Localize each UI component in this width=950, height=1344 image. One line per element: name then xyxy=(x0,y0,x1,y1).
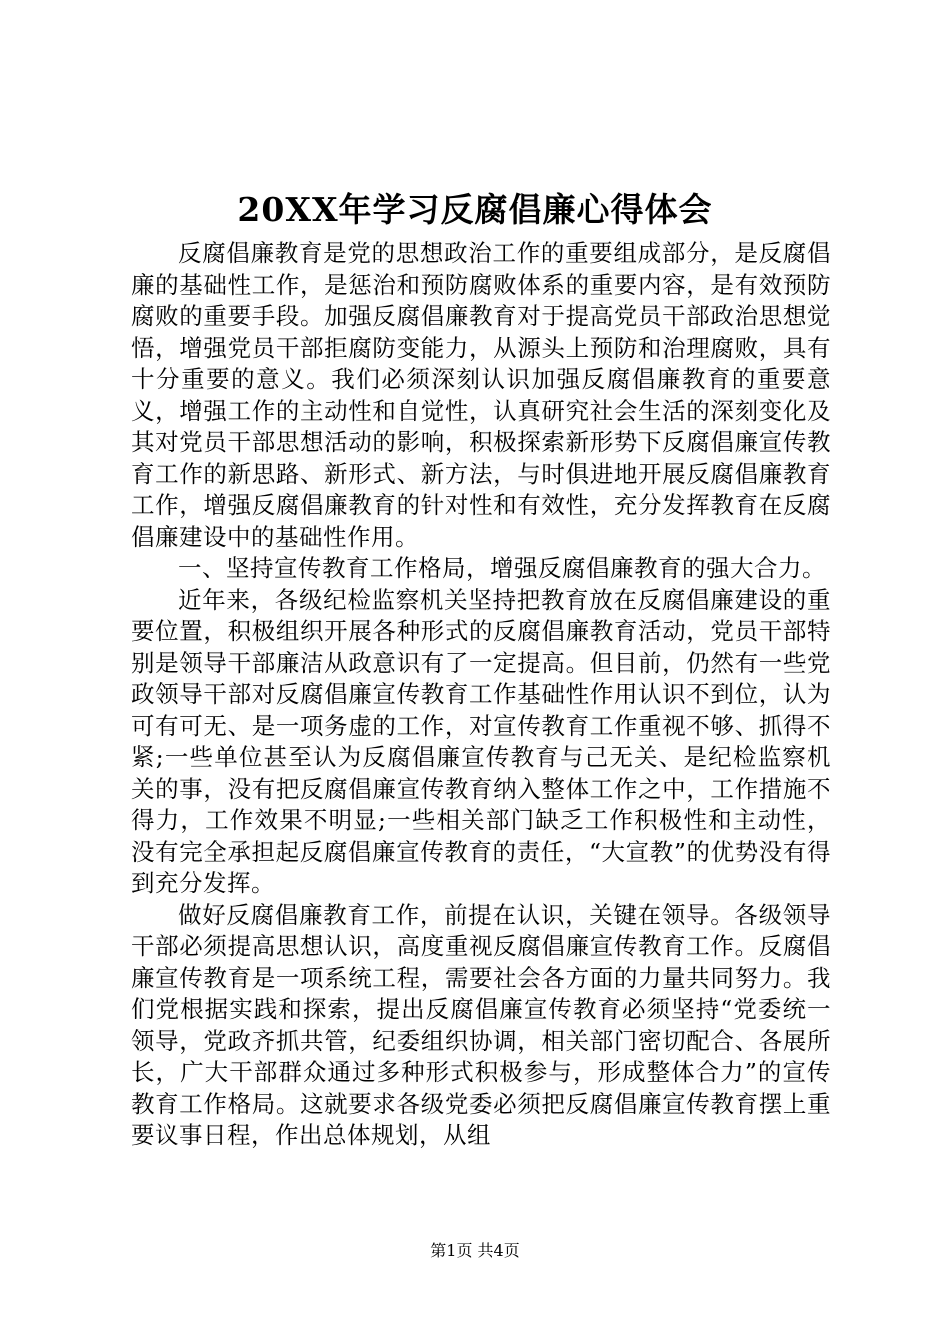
paragraph-current-situation: 近年来，各级纪检监察机关坚持把教育放在反腐倡廉建设的重要位置，积极组织开展各种形式的反腐倡廉教育活动，党员干部特别是领导干部廉洁从政意识有了一定提高。但目前，仍然有一些党政领导干部对反腐倡廉宣传教育工作基础性作用认识不到位，认为可有可无、是一项务虚的工作，对宣传教育工作重视不够、抓得不紧;一些单位甚至认为反腐倡廉宣传教育与己无关、是纪检监察机关的事，没有把反腐倡廉宣传教育纳入整体工作之中，工作措施不得力，工作效果不明显;一些相关部门缺乏工作积极性和主动性，没有完全承担起反腐倡廉宣传教育的责任，“大宣教”的优势没有得到充分发挥。 xyxy=(131,585,831,897)
page-footer: 第1页 共4页 xyxy=(430,1241,520,1260)
paragraph-section-heading: 一、坚持宣传教育工作格局，增强反腐倡廉教育的强大合力。 xyxy=(178,554,826,582)
document-title: 20XX年学习反腐倡廉心得体会 xyxy=(237,190,713,229)
paragraph-intro: 反腐倡廉教育是党的思想政治工作的重要组成部分，是反腐倡廉的基础性工作，是惩治和预防腐败体系的重要内容，是有效预防腐败的重要手段。加强反腐倡廉教育对于提高党员干部政治思想觉悟，增强党员干部拒腐防变能力，从源头上预防和治理腐败，具有十分重要的意义。我们必须深刻认识加强反腐倡廉教育的重要意义，增强工作的主动性和自觉性，认真研究社会生活的深刻变化及其对党员干部思想活动的影响，积极探索新形势下反腐倡廉宣传教育工作的新思路、新形式、新方法，与时俱进地开展反腐倡廉教育工作，增强反腐倡廉教育的针对性和有效性，充分发挥教育在反腐倡廉建设中的基础性作用。 xyxy=(131,239,831,551)
document-body xyxy=(131,238,831,1152)
paragraph-leadership: 做好反腐倡廉教育工作，前提在认识，关键在领导。各级领导干部必须提高思想认识，高度重视反腐倡廉宣传教育工作。反腐倡廉宣传教育是一项系统工程，需要社会各方面的力量共同努力。我们党根据实践和探索，提出反腐倡廉宣传教育必须坚持“党委统一领导，党政齐抓共管，纪委组织协调，相关部门密切配合、各展所长，广大干部群众通过多种形式积极参与，形成整体合力”的宣传教育工作格局。这就要求各级党委必须把反腐倡廉宣传教育摆上重要议事日程，作出总体规划，从组 xyxy=(131,900,831,1149)
